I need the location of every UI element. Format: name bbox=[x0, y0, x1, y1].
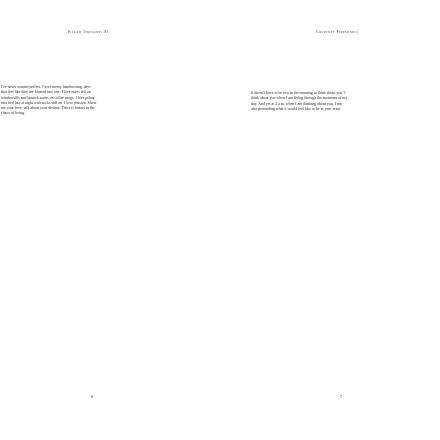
right-page bbox=[220, 0, 440, 440]
page-number-left: 6 bbox=[91, 394, 94, 399]
text-line: chaos of living. bbox=[1, 111, 26, 116]
page-number-right: 7 bbox=[340, 394, 343, 399]
right-page-text bbox=[251, 91, 433, 112]
text-line: day. And yet at 2 a.m. when I am thinking about you, I am bbox=[251, 101, 342, 106]
text-line: into bed late at night with socks still on. I love passion. Show bbox=[1, 100, 97, 105]
running-head-right: Courtney Peppernell bbox=[316, 30, 359, 34]
text-line: I've never wanted perfect. I love messy handwriting, days bbox=[1, 85, 91, 89]
text-line: that feel like they are blurred into one. I love notes left on bbox=[1, 90, 91, 95]
text-line: think about you when I am flying through the moments of my bbox=[251, 96, 348, 101]
text-line: windowsills and lipstick stains on coffee mugs. I love piling bbox=[1, 95, 95, 100]
text-line: It doesn't have to be two in the morning to think about you. I bbox=[251, 91, 346, 95]
text-line: also pretending what it would feel like to be in your arms. bbox=[251, 106, 342, 111]
text-line: me your love; talk about your dreams. There is beauty in the bbox=[1, 106, 95, 111]
left-page-text bbox=[1, 85, 183, 117]
running-head-left: Pillow Thoughts III bbox=[68, 30, 109, 34]
